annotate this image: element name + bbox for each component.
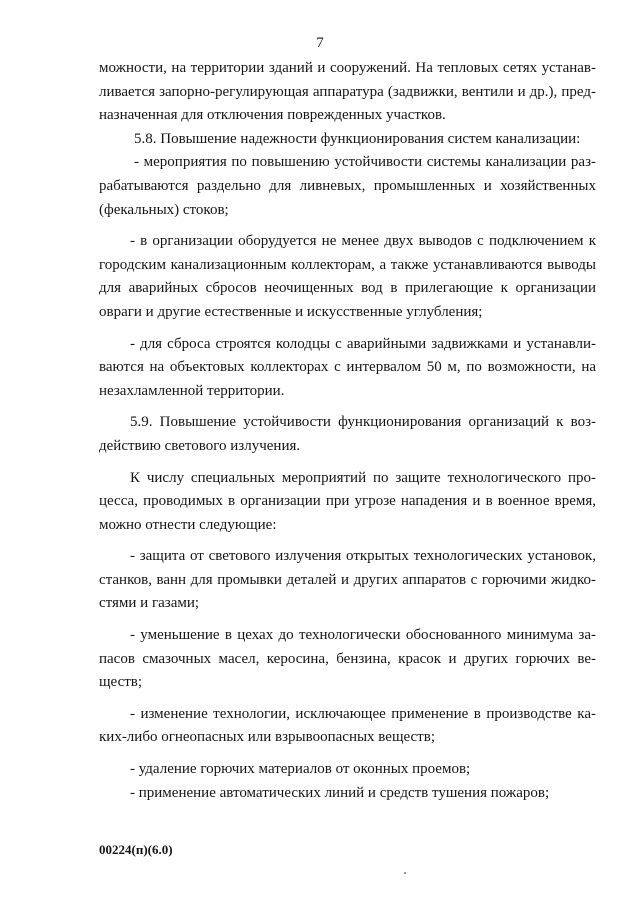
text-line: незахламленной территории. — [99, 382, 285, 399]
text-line: - в организации оборудуется не менее двух выводов с подключением к — [130, 233, 596, 250]
text-line: - для сброса строятся колодцы с аварийными задвижками и устанавли- — [130, 335, 596, 352]
text-line: ких-либо огнеопасных или взрывоопасных веществ; — [99, 729, 435, 746]
text-line: - изменение технологии, исключающее применение в производстве ка- — [130, 705, 596, 722]
text-line: стями и газами; — [99, 595, 200, 612]
text-line: рабатываются раздельно для ливневых, промышленных и хозяйственных — [99, 177, 596, 194]
text-line: - удаление горючих материалов от оконных проемов; — [130, 761, 471, 778]
text-line: - мероприятия по повышению устойчивости системы канализации раз- — [134, 154, 596, 171]
section-heading: 5.9. Повышение устойчивости функционирования организаций к воз- — [130, 414, 596, 431]
text-line: можно отнести следующие: — [99, 516, 277, 533]
text-line: (фекальных) стоков; — [99, 201, 229, 218]
document-body — [99, 57, 596, 805]
text-line: - применение автоматических линий и средств тушения пожаров; — [130, 784, 550, 801]
text-line: ществ; — [99, 674, 143, 691]
text-line: городским канализационным коллекторам, а также устанавливаются выводы — [99, 256, 596, 273]
text-line: - защита от светового излучения открытых технологических установок, — [130, 548, 596, 565]
scan-artifact — [404, 872, 406, 874]
text-line: назначенная для отключения поврежденных участков. — [99, 107, 446, 124]
text-line: для аварийных сбросов неочищенных вод в прилегающие к организации — [99, 280, 596, 297]
text-line: пасов смазочных масел, керосина, бензина, красок и других горючих ве- — [99, 650, 596, 667]
page-number: 7 — [316, 35, 324, 51]
section-heading: 5.8. Повышение надежности функционирования систем канализации: — [134, 130, 581, 147]
text-line: - уменьшение в цехах до технологически обоснованного минимума за- — [130, 627, 596, 644]
text-line: действию светового излучения. — [99, 437, 301, 454]
text-line: К числу специальных мероприятий по защите технологического про- — [130, 469, 596, 486]
text-line: станков, ванн для промывки деталей и других аппаратов с горючими жидко- — [99, 571, 596, 588]
text-line: можности, на территории зданий и сооружений. На тепловых сетях устанав- — [99, 60, 596, 76]
text-line: цесса, проводимых в организации при угрозе нападения и в военное время, — [99, 493, 596, 510]
text-line: ваются на объектовых коллекторах с интервалом 50 м, по возможности, на — [99, 359, 596, 376]
text-line: овраги и другие естественные и искусственные углубления; — [99, 303, 483, 320]
text-line: ливается запорно-регулирующая аппаратура (задвижки, вентили и др.), пред- — [99, 83, 596, 100]
document-code: 00224(п)(6.0) — [99, 842, 173, 857]
